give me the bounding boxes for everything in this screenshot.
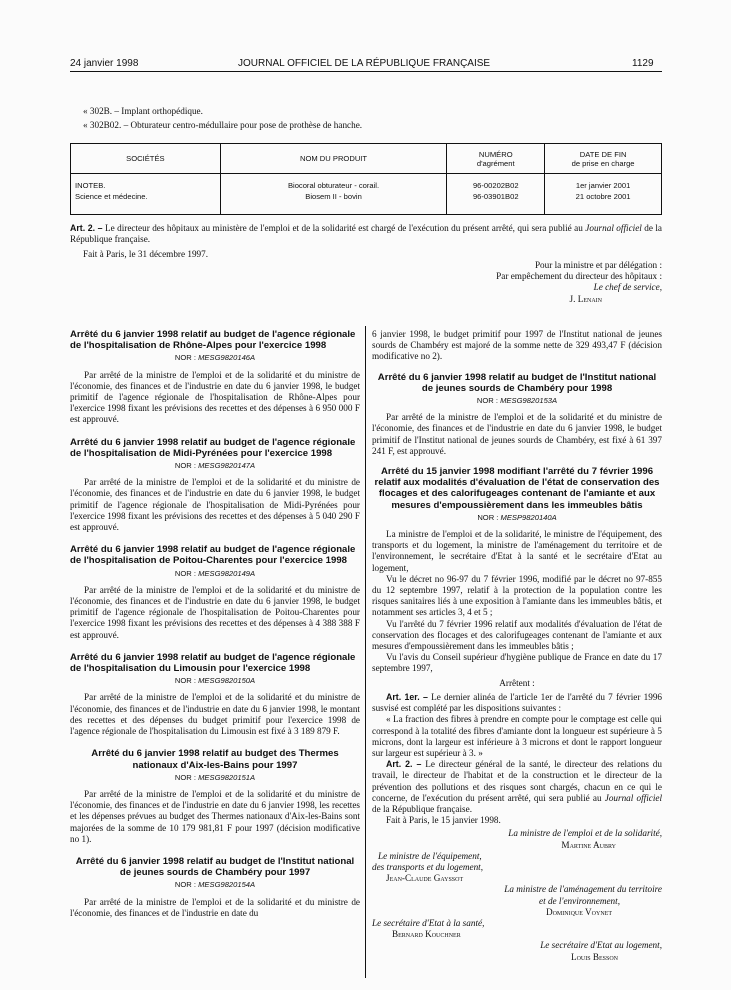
nor-reference: NOR : MESG9820151A bbox=[174, 772, 256, 782]
nor-reference: NOR : MESG9820153A bbox=[476, 396, 558, 406]
decree-body: Par arrêté de la ministre de l'emploi et de la solidarité et du ministre de l'économie, des finances et de l'industrie en date du 6 janvier 1998, les recettes et les dépenses prévues au budget des Thermes nationaux d'Aix-les-Bains sont majorées de la somme de 10 179 981,81 F pour 1997 (décision modificative no 1). bbox=[70, 788, 360, 844]
table-header-row bbox=[71, 144, 662, 174]
decree-body: Par arrêté de la ministre de l'emploi et de la solidarité et du ministre de l'économie, des finances et de l'industrie en date du 6 janvier 1998, le budget primitif de l'agence régionale de l'hospitalisation de Midi-Pyrénées pour l'exercice 1998 fixant les prévisions des recettes et des dépenses à 5 040 290 F est approuvé. bbox=[70, 477, 360, 533]
decree-title: Arrêté du 6 janvier 1998 relatif au budget de l'Institut national de jeunes sourds de Chambéry pour 1997 bbox=[75, 855, 355, 879]
decree-body: Par arrêté de la ministre de l'emploi et de la solidarité et du ministre de l'économie, des finances et de l'industrie en date du 6 janvier 1998, le budget primitif de l'agence régionale de l'hospitalisation de Rhône-Alpes pour l'exercice 1998 fixant les prévisions des recettes et des dépenses à 6 950 000 F est approuvé. bbox=[70, 369, 360, 425]
decree-title: Arrêté du 15 janvier 1998 modifiant l'arrêté du 7 février 1996 relatif aux modalités d'évaluation de l'état de conservation des flocages et des calorifugeages contenant de l'amiante et aux mesures d'empoussièrement dans les immeubles bâtis bbox=[374, 466, 660, 511]
decree-rhone-alpes bbox=[70, 329, 360, 426]
decree-title: Arrêté du 6 janvier 1998 relatif au budget de l'agence régionale de l'hospitalisation de Rhône-Alpes pour l'exercice 1998 bbox=[70, 329, 356, 352]
col-header-societes: SOCIÉTÉS bbox=[71, 144, 221, 174]
visa-paragraph: Vu l'avis du Conseil supérieur d'hygiène publique de France en date du 17 septembre 1997, bbox=[372, 652, 662, 674]
intro-line-1: « 302B. – Implant orthopédique. bbox=[83, 106, 203, 116]
cell-date: 1er janvier 2001 21 octobre 2001 bbox=[545, 174, 662, 215]
cell-numero: 96-00202B02 96-03901B02 bbox=[447, 174, 545, 215]
decree-limousin bbox=[70, 652, 360, 737]
decree-amiante bbox=[372, 466, 662, 826]
page-number: 1129 bbox=[632, 58, 654, 69]
nor-reference: NOR : MESG9820146A bbox=[174, 353, 256, 363]
decree-title: Arrêté du 6 janvier 1998 relatif au budget de l'agence régionale de l'hospitalisation de Poitou-Charentes pour l'exercice 1998 bbox=[70, 544, 356, 567]
decree-title: Arrêté du 6 janvier 1998 relatif au budget de l'Institut national de jeunes sourds de Chambéry pour 1998 bbox=[377, 371, 657, 394]
decree-title: Arrêté du 6 janvier 1998 relatif au budget de l'agence régionale de l'hospitalisation de Midi-Pyrénées pour l'exercice 1998 bbox=[70, 436, 356, 459]
decree-midi-pyrenees bbox=[70, 437, 360, 534]
decree-body: Par arrêté de la ministre de l'emploi et de la solidarité et du ministre de l'économie, des finances et de l'industrie en date du 6 janvier 1998, le montant des recettes et des dépenses du budget primitif pour l'exercice 1998 de l'agence régionale de l'hospitalisation du Limousin est fixé à 3 189 879 F. bbox=[70, 692, 360, 737]
article-1-quote: « La fraction des fibres à prendre en compte pour le comptage est celle qui correspond à la totalité des fibres d'amiante dont la longueur est supérieure à 5 microns, dont la largeur est inférieure à 3 microns et dont le rapport longueur sur largeur est supérieur à 3. » bbox=[372, 714, 662, 758]
nor-reference: NOR : MESP9820140A bbox=[477, 512, 557, 522]
decree-body: Par arrêté de la ministre de l'emploi et de la solidarité et du ministre de l'économie, des finances et de l'industrie en date du 6 janvier 1998, le budget primitif de l'agence régionale de l'hospitalisation de Poitou-Charentes pour l'exercice 1998 fixant les prévisions des recettes et des dépenses à 4 388 388 F est approuvé. bbox=[70, 584, 360, 640]
col-header-numero: NUMÉRO d'agrément bbox=[447, 144, 545, 174]
done-date: Fait à Paris, le 15 janvier 1998. bbox=[386, 815, 501, 826]
visa-paragraph: Vu l'arrêté du 7 février 1996 relatif aux modalités d'évaluation de l'état de conservation des flocages et des calorifugeages contenant de l'amiante et aux mesures d'empoussièrement dans les immeubles bâtis ; bbox=[372, 618, 662, 652]
done-top: Fait à Paris, le 31 décembre 1997. bbox=[83, 249, 209, 259]
visa-paragraph: Vu le décret no 96-97 du 7 février 1996, modifié par le décret no 97-855 du 12 septembre 1997, relatif à la protection de la population contre les risques sanitaires liés à une exposition à l'amiante dans les immeubles bâtis, et notamment ses articles 3, 4 et 5 ; bbox=[372, 573, 662, 618]
visa-paragraph: La ministre de l'emploi et de la solidarité, le ministre de l'équipement, des transports et du logement, la ministre de l'aménagement du territoire et de l'environnement, le secrétaire d'Etat à la santé et le secrétaire d'Etat au logement, bbox=[372, 529, 662, 573]
decree-title: Arrêté du 6 janvier 1998 relatif au budget des Thermes nationaux d'Aix-les-Bains pour 1997 bbox=[91, 748, 339, 771]
cell-produit: Biocoral obturateur - corail. Biosem II - bovin bbox=[220, 174, 447, 215]
nor-reference: NOR : MESG9820150A bbox=[174, 676, 256, 686]
decree-body: Par arrêté de la ministre de l'emploi et de la solidarité et du ministre de l'économie, des finances et de l'industrie en date du 6 janvier 1998, le budget primitif de l'Institut national de jeunes sourds de Chambéry, est fixé à 61 397 241 F, est approuvé. bbox=[372, 412, 662, 456]
decree-chambery-1998 bbox=[372, 372, 662, 457]
decree-chambery-1997 bbox=[70, 856, 360, 919]
right-column bbox=[372, 329, 662, 963]
intro-line-2: « 302B02. – Obturateur centro-médullaire pour pose de prothèse de hanche. bbox=[83, 120, 363, 130]
left-column bbox=[70, 329, 360, 919]
article-2: Art. 2. – Le directeur général de la santé, le directeur des relations du travail, le directeur de l'habitat et de la construction et le directeur de la prévention des pollutions et des risques sont chargés, chacun en ce qui le concerne, de l'exécution du présent arrêté, qui sera publié au Journal officiel de la République française. bbox=[372, 759, 663, 814]
nor-reference: NOR : MESG9820147A bbox=[174, 461, 256, 471]
art2-top: Art. 2. – Le directeur des hôpitaux au ministère de l'emploi et de la solidarité est chargé de l'exécution du présent arrêté, qui sera publié au Journal officiel de la République française. bbox=[70, 223, 663, 245]
arretent: Arrêtent : bbox=[499, 677, 535, 688]
decree-aix-les-bains bbox=[70, 748, 360, 845]
signature-block-top: Pour la ministre et par délégation : Par empêchement du directeur des hôpitaux : Le chef de service, J. Lenain bbox=[496, 260, 662, 304]
article-1: Art. 1er. – Le dernier alinéa de l'article 1er de l'arrêté du 7 février 1996 susvisé est complété par les dispositions suivantes : bbox=[372, 691, 663, 714]
col-header-date: DATE DE FIN de prise en charge bbox=[545, 144, 662, 174]
col-header-produit: NOM DU PRODUIT bbox=[220, 144, 447, 174]
cell-societes: INOTEB. Science et médecine. bbox=[71, 174, 221, 215]
table-row bbox=[71, 174, 662, 215]
decree-title: Arrêté du 6 janvier 1998 relatif au budget de l'agence régionale de l'hospitalisation du Limousin pour l'exercice 1998 bbox=[70, 651, 356, 675]
signatures: La ministre de l'emploi et de la solidarité, Martine Aubry Le ministre de l'équipement, des transports et du logement, Jean-Claude Gayssot La ministre de l'aménagement du territoire et de l'environnement, Dominique Voynet Le secrétaire d'Etat à la santé, Bernard Kouchner Le secrétaire d'Etat au logement, Louis Besson bbox=[372, 828, 662, 962]
journal-title: JOURNAL OFFICIEL DE LA RÉPUBLIQUE FRANÇAISE bbox=[238, 58, 491, 69]
header-rule bbox=[70, 71, 662, 72]
decree-poitou-charentes bbox=[70, 544, 360, 641]
nor-reference: NOR : MESG9820149A bbox=[174, 568, 256, 578]
nor-reference: NOR : MESG9820154A bbox=[174, 880, 256, 890]
column-divider bbox=[365, 326, 366, 978]
decree-body: Par arrêté de la ministre de l'emploi et de la solidarité et du ministre de l'économie, des finances et de l'industrie en date du bbox=[70, 896, 360, 918]
header-date: 24 janvier 1998 bbox=[70, 58, 139, 69]
continued-text: 6 janvier 1998, le budget primitif pour 1997 de l'Institut national de jeunes sourds de Chambéry est majoré de la somme nette de 329 493,47 F (décision modificative no 2). bbox=[372, 329, 662, 362]
products-table bbox=[70, 143, 662, 215]
